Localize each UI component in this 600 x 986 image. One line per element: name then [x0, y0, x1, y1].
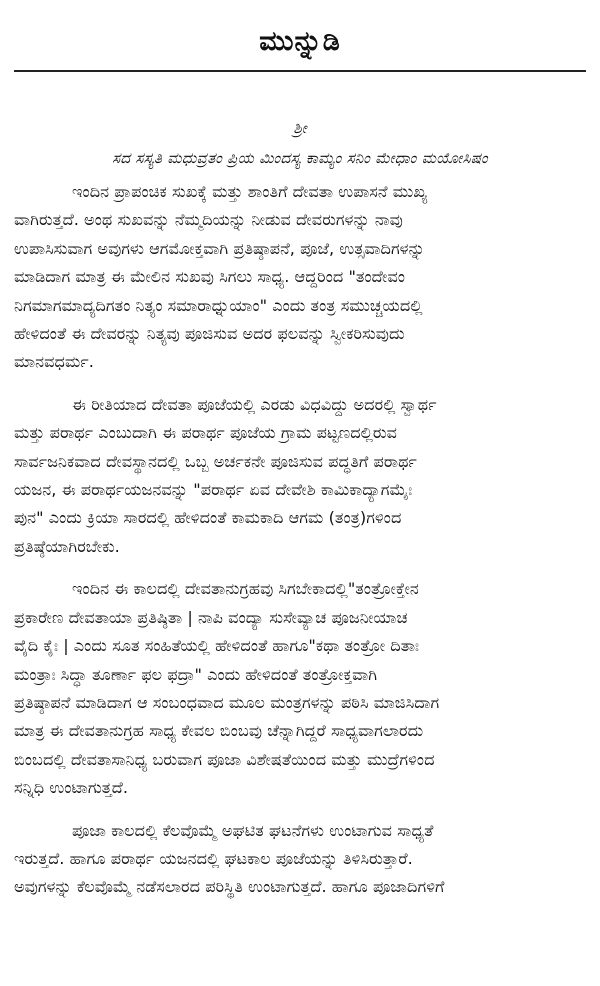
text-line: ಸಾರ್ವಜನಿಕವಾದ ದೇವಸ್ಥಾನದಲ್ಲಿ ಒಬ್ಬ ಅರ್ಚಕನೇ ಪೂಜಿಸುವ ಪದ್ಧತಿಗೆ ಪರಾರ್ಥ — [14, 451, 417, 471]
text-line: ಹೇಳಿದಂತೆ ಈ ದೇವರನ್ನು ನಿತ್ಯವು ಪೂಜಿಸುವ ಅದರ ಫಲವನ್ನು ಸ್ವೀಕರಿಸುವುದು — [14, 324, 405, 344]
paragraph — [14, 817, 586, 902]
text-line: ಪ್ರತಿಷ್ಠೆಯಾಗಿರಬೇಕು. — [14, 536, 120, 556]
page-title: ಮುನ್ನುಡಿ — [259, 26, 341, 57]
text-line: ಪೂಜಾ ಕಾಲದಲ್ಲಿ ಕೆಲವೊಮ್ಮೆ ಅಘಟಿತ ಘಟನೆಗಳು ಉಂಟಾಗುವ ಸಾಧ್ಯತೆ — [72, 820, 434, 840]
paragraph — [14, 178, 586, 377]
text-line: ಮತ್ತು ಪರಾರ್ಥ ಎಂಬುದಾಗಿ ಈ ಪರಾರ್ಥ ಪೂಜೆಯ ಗ್ರಾಮ ಪಟ್ಟಣದಲ್ಲಿರುವ — [14, 423, 397, 443]
body-text — [14, 178, 586, 902]
text-line: ಯಜನ, ಈ ಪರಾರ್ಥಯಜನವನ್ನು "ಪರಾರ್ಥ ಏವ ದೇವೇಶಿ ಕಾಮಿಕಾದ್ಯಾಗಮೈಃ — [14, 480, 413, 500]
text-line: ಮಂತ್ರಾಃ ಸಿದ್ಧಾ ತೂರ್ಣಾ ಫಲ ಫದ್ರಾ" ಎಂದು ಹೇಳಿದಂತೆ ತಂತ್ರೋಕ್ತವಾಗಿ — [14, 664, 378, 684]
text-line: ನಿಗಮಾಗಮಾದ್ಯದಿಗತಂ ನಿತ್ಯಂ ಸಮಾರಾಧ್ನುಯಾಂ" ಎಂದು ತಂತ್ರ ಸಮುಚ್ಚಯದಲ್ಲಿ — [14, 295, 423, 315]
paragraph — [14, 391, 586, 561]
text-line: ಸನ್ನಿಧಿ ಉಂಟಾಗುತ್ತದೆ. — [14, 778, 128, 798]
title-divider — [14, 70, 586, 72]
text-line: ಮಾನವಧರ್ಮ. — [14, 352, 94, 372]
text-line: ಪ್ರಕಾರೇಣ ದೇವತಾಯಾ ಪ್ರತಿಷ್ಠಿತಾ | ನಾಪಿ ವಂದ್ಯಾ ಸುಸೇವ್ಯಾಚ ಪೂಜನೀಯಾಚ — [14, 607, 408, 627]
text-line: ಮಾಡಿದಾಗ ಮಾತ್ರ ಈ ಮೇಲಿನ ಸುಖವು ಸಿಗಲು ಸಾಧ್ಯ. ಆದ್ದರಿಂದ "ತಂದೇವಂ — [14, 267, 406, 287]
text-line: ಪುನ" ಎಂದು ಕ್ರಿಯಾ ಸಾರದಲ್ಲಿ ಹೇಳಿದಂತೆ ಕಾಮಕಾದಿ ಆಗಮ (ತಂತ್ರ)ಗಳಿಂದ — [14, 508, 402, 528]
paragraph — [14, 575, 586, 802]
text-line: ಉಪಾಸಿಸುವಾಗ ಅವುಗಳು ಆಗಮೋಕ್ತವಾಗಿ ಪ್ರತಿಷ್ಠಾಪನೆ, ಪೂಜೆ, ಉತ್ಸವಾದಿಗಳನ್ನು — [14, 238, 425, 258]
text-line: ವಾಗಿರುತ್ತದೆ. ಅಂಥ ಸುಖವನ್ನು ನೆಮ್ಮದಿಯನ್ನು ನೀಡುವ ದೇವರುಗಳನ್ನು ನಾವು — [14, 210, 403, 230]
text-line: ಈ ರೀತಿಯಾದ ದೇವತಾ ಪೂಜೆಯಲ್ಲಿ ಎರಡು ವಿಧವಿದ್ದು ಅದರಲ್ಲಿ ಸ್ವಾರ್ಥ — [72, 394, 437, 414]
text-line: ಬಿಂಬದಲ್ಲಿ ದೇವತಾಸಾನಿಧ್ಯ ಬರುವಾಗ ಪೂಜಾ ವಿಶೇಷತೆಯಿಂದ ಮತ್ತು ಮುದ್ರೆಗಳಿಂದ — [14, 749, 435, 769]
text-line: ಇಂದಿನ ಈ ಕಾಲದಲ್ಲಿ ದೇವತಾನುಗ್ರಹವು ಸಿಗಬೇಕಾದಲ್ಲಿ"ತಂತ್ರೋಕ್ತೇನ — [72, 579, 419, 599]
text-line: ಇರುತ್ತದೆ. ಹಾಗೂ ಪರಾರ್ಥ ಯಜನದಲ್ಲಿ ಘಟಕಾಲ ಪೂಜೆಯನ್ನು ತಿಳಿಸಿರುತ್ತಾರೆ. — [14, 848, 413, 868]
invocation-verse: ಸದ ಸಸ್ಯತಿ ಮಧುವ್ರತಂ ಪ್ರಿಯ ಮಿಂದಸ್ಯ ಕಾಮ್ಯಂ ಸನಿಂ ಮೇಧಾಂ ಮಯೋಸಿಷಂ — [112, 149, 488, 167]
invocation-shri: ಶ್ರೀ — [293, 119, 307, 137]
text-line: ವೈದಿ ಕೈಃ | ಎಂದು ಸೂತ ಸಂಹಿತೆಯಲ್ಲಿ ಹೇಳಿದಂತೆ ಹಾಗೂ"ಕಥಾ ತಂತ್ರೋ ದಿತಾಃ — [14, 636, 420, 656]
text-line: ಇಂದಿನ ಪ್ರಾಪಂಚಿಕ ಸುಖಕ್ಕೆ ಮತ್ತು ಶಾಂತಿಗೆ ದೇವತಾ ಉಪಾಸನೆ ಮುಖ್ಯ — [72, 182, 428, 201]
text-line: ಮಾತ್ರ ಈ ದೇವತಾನುಗ್ರಹ ಸಾಧ್ಯ ಕೇವಲ ಬಿಂಬವು ಚೆನ್ನಾಗಿದ್ದರೆ ಸಾಧ್ಯವಾಗಲಾರದು — [14, 721, 424, 741]
text-line: ಅವುಗಳನ್ನು ಕೆಲವೊಮ್ಮೆ ನಡೆಸಲಾರದ ಪರಿಸ್ಥಿತಿ ಉಂಟಾಗುತ್ತದೆ. ಹಾಗೂ ಪೂಜಾದಿಗಳಿಗೆ — [14, 877, 445, 897]
text-line: ಪ್ರತಿಷ್ಠಾಪನೆ ಮಾಡಿದಾಗ ಆ ಸಂಬಂಧವಾದ ಮೂಲ ಮಂತ್ರಗಳನ್ನು ಪಠಿಸಿ ಮಾಜಿಸಿದಾಗ — [14, 692, 440, 712]
